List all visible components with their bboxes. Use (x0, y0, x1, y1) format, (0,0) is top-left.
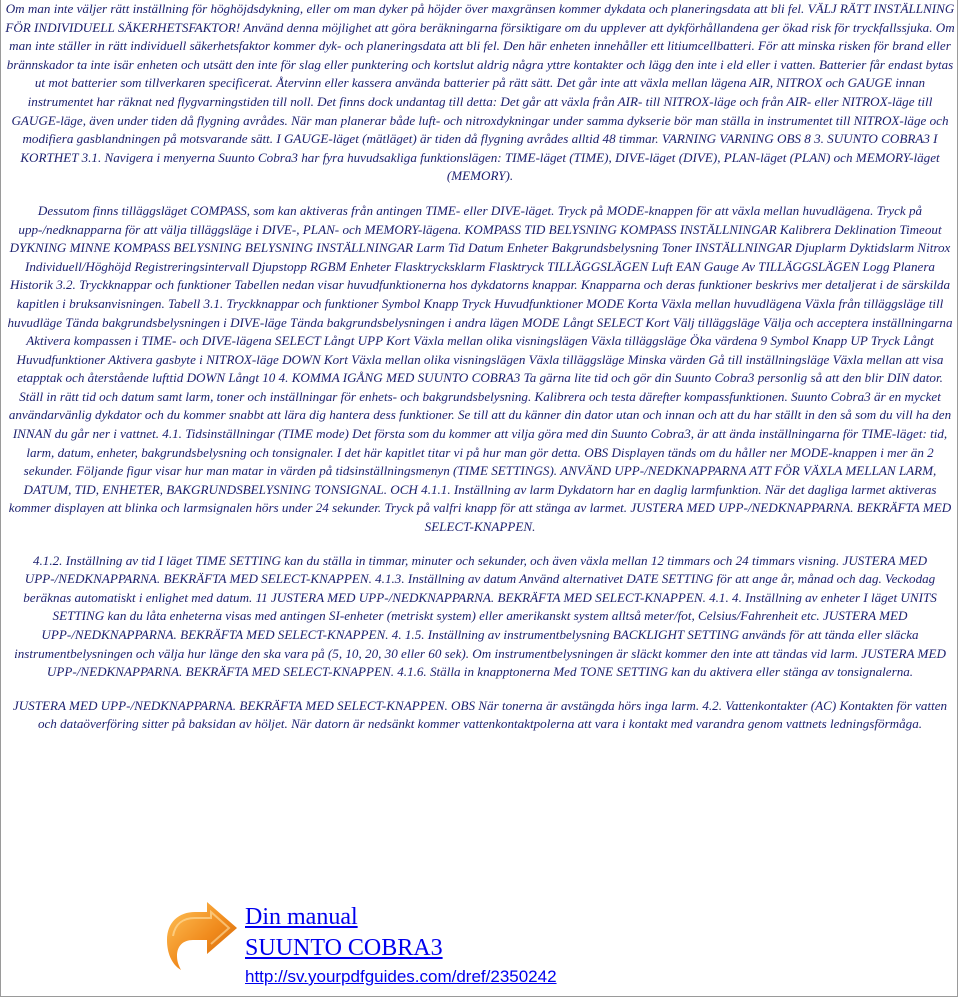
paragraph-3: 4.1.2. Inställning av tid I läget TIME SETTING kan du ställa in timmar, minuter och sekunder, och även växla mellan 12 timmars och 24 timmars visning. JUSTERA MED UPP-/NEDKNAPPARNA. BEKRÄFTA MED SELECT-KNAPPEN. 4.1.3. Inställning av datum Använd alternativet DATE SETTING för att ange år, månad och dag. Veckodag beräknas automatiskt i enlighet med datum. 11 JUSTERA MED UPP-/NEDKNAPPARNA. BEKRÄFTA MED SELECT-KNAPPEN. 4.1. 4. Inställning av enheter I läget UNITS SETTING kan du låta enheterna visas med antingen SI-enheter (metriskt system) eller amerikanskt system alltså meter/fot, Celsius/Fahrenheit etc. JUSTERA MED UPP-/NEDKNAPPARNA. BEKRÄFTA MED SELECT-KNAPPEN. 4. 1.5. Inställning av instrumentbelysning BACKLIGHT SETTING används för att tända eller släcka instrumentbelysningen och välja hur länge den ska vara på (5, 10, 20, 30 eller 60 sek). Om instrumentbelysningen är släckt kommer den inte att tändas vid larm. JUSTERA MED UPP-/NEDKNAPPARNA. BEKRÄFTA MED SELECT-KNAPPEN. 4.1.6. Ställa in knapptonerna Med TONE SETTING kan du aktivera eller stänga av tonsignalerna. (14, 552, 946, 680)
footer-links (245, 902, 557, 988)
url-link[interactable]: http://sv.yourpdfguides.com/dref/2350242 (245, 967, 557, 986)
document-body (4, 0, 956, 734)
paragraph-4: JUSTERA MED UPP-/NEDKNAPPARNA. BEKRÄFTA MED SELECT-KNAPPEN. OBS När tonerna är avstängda hörs inga larm. 4.2. Vattenkontakter (AC) Kontakten för vatten och dataöverföring sitter på baksidan av höljet. När datorn är nedsänkt kommer vattenkontaktpolerna att vara i kontakt med varandra genom vattnets ledningsförmåga. (12, 697, 948, 732)
product-link[interactable]: SUUNTO COBRA3 (245, 935, 443, 961)
paragraph-2: Dessutom finns tilläggsläget COMPASS, som kan aktiveras från antingen TIME- eller DIVE-läget. Tryck på MODE-knappen för att växla mellan huvudlägena. Tryck på upp-/nedknapparna för att välja tilläggsläge i DIVE-, PLAN- och MEMORY-lägena. KOMPASS TID BELYSNING KOMPASS INSTÄLLNINGAR Kalibrera Deklination Timeout DYKNING MINNE KOMPASS BELYSNING BELYSNING INSTÄLLNINGAR Larm Tid Datum Enheter Bakgrundsbelysning Toner INSTÄLLNINGAR Djuplarm Dyktidslarm Nitrox Individuell/Höghöjd Registreringsintervall Djupstopp RGBM Enheter Flasktrycksklarm Flasktryck TILLÄGGSLÄGEN Luft EAN Gauge Av TILLÄGGSLÄGEN Logg Planera Historik 3.2. Tryckknappar och funktioner Tabellen nedan visar huvudfunktionerna hos dykdatorns knappar. Knapparna och deras funktioner beskrivs mer detaljerat i de särskilda kapitlen i bruksanvisningen. Tabell 3.1. Tryckknappar och funktioner Symbol Knapp Tryck Huvudfunktioner MODE Korta Växla mellan huvudlägena Växla från tilläggsläge till huvudläge Tända bakgrundsbelysningen i DIVE-läge Tända bakgrundsbelysningen i andra lägen MODE Långt SELECT Kort Välj tilläggsläge Välja och acceptera inställningarna Aktivera kompassen i TIME- och DIVE-lägena SELECT Långt UPP Kort Växla mellan olika visningslägen Växla tilläggsläge Öka värdena 9 Symbol Knapp UP Tryck Långt Huvudfunktioner Aktivera gasbyte i NITROX-läge DOWN Kort Växla mellan olika visningslägen Växla tilläggsläge Minska värden Gå till inställningsläge Växla mellan att visa etapptak och återstående lufttid DOWN Långt 10 4. KOMMA IGÅNG MED SUUNTO COBRA3 Ta gärna lite tid och gör din Suunto Cobra3 personlig så att den blir DIN dator. Ställ in rätt tid och datum samt larm, toner och inställningar för enhets- och bakgrundsbelysning. Kalibrera och testa därefter kompassfunktionen. Suunto Cobra3 är en mycket användarvänlig dykdator och du kommer snabbt att lära dig hantera dess funktioner. Se till att du känner din dator utan och innan och att du har ställt in den så som du vill ha den INNAN du går ner i vattnet. 4.1. Tidsinställningar (TIME mode) Det första som du kommer att vilja göra med din Suunto Cobra3, är att ända inställningarna för TIME-läget: tid, larm, datum, enheter, bakgrundsbelysning och tonsignaler. I det här kapitlet titar vi på hur man gör detta. OBS Displayen tänds om du håller ner MODE-knappen i mer än 2 sekunder. Följande figur visar hur man matar in värden på tidsinställningsmenyn (TIME SETTINGS). ANVÄND UPP-/NEDKNAPPARNA ATT FÖR VÄXLA MELLAN LARM, DATUM, TID, ENHETER, BAKGRUNDSBELYSNING TONSIGNAL. OCH 4.1.1. Inställning av larm Dykdatorn har en daglig larmfunktion. När det dagliga larmet aktiveras kommer displayen att blinka och larmsignalen hörs under 24 sekunder. Tryck på valfri knapp för att stänga av larmet. JUSTERA MED UPP-/NEDKNAPPARNA. BEKRÄFTA MED SELECT-KNAPPEN. (7, 202, 953, 535)
din-manual-link[interactable]: Din manual (245, 904, 358, 930)
arrow-logo-icon (161, 900, 241, 980)
manual-footer (161, 900, 681, 997)
paragraph-1: Om man inte väljer rätt inställning för höghöjdsdykning, eller om man dyker på höjder över maxgränsen kommer dykdata och planeringsdata att bli fel. VÄLJ RÄTT INSTÄLLNING FÖR INDIVIDUELL SÄKERHETSFAKTOR! Använd denna möjlighet att göra beräkningarna försiktigare om du upplever att dykförhållandena ger ökad risk för tryckfallssjuka. Om man inte ställer in rätt individuell säkerhetsfaktor kommer dyk- och planeringsdata att bli fel. Den här enheten innehåller ett litiumcellbatteri. För att minska risken för brand eller brännskador ta inte isär enheten och utsätt den inte för slag eller punktering och kortslut aldrig några yttre kontakter och lägg den inte i eld eller i vatten. Batterier får endast bytas ut mot batterier som tillverkaren specificerat. Återvinn eller kassera använda batterier på rätt sätt. Det går inte att växla mellan lägena AIR, NITROX och GAUGE innan instrumentet har räknat ned flygvarningstiden till noll. Det finns dock undantag till detta: Det går att växla från AIR- till NITROX-läge och från AIR- eller NITROX-läge till GAUGE-läge, även under tiden då flygning avrådes. När man planerar både luft- och nitroxdykningar under samma dykserie bör man ställa in instrumentet till NITROX-läge och modifiera gasblandningen på motsvarande sätt. I GAUGE-läget (mätläget) är tiden då flygning avrådes alltid 48 timmar. VARNING VARNING OBS 8 3. SUUNTO COBRA3 I KORTHET 3.1. Navigera i menyerna Suunto Cobra3 har fyra huvudsakliga funktionslägen: TIME-läget (TIME), DIVE-läget (DIVE), PLAN-läget (PLAN) och MEMORY-läget (MEMORY). (5, 1, 955, 184)
